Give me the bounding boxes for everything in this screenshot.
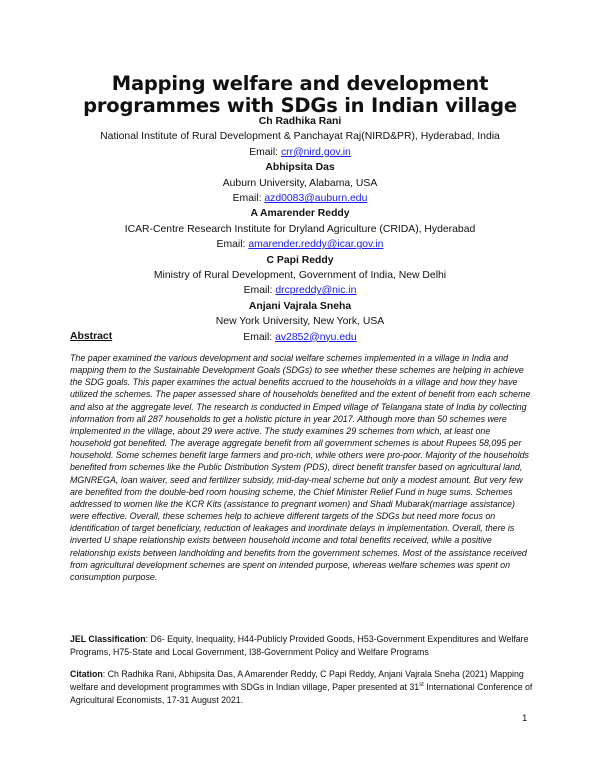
page-number: 1 (522, 713, 528, 724)
author-email-link[interactable]: amarender.reddy@icar.gov.in (248, 239, 384, 251)
author-email-link[interactable]: av2852@nyu.edu (275, 331, 357, 343)
author-email-line (60, 283, 540, 298)
author-name: Ch Radhika Rani (258, 116, 342, 127)
abstract-body: The paper examined the various development and social welfare schemes implemented in a village in India and mapping them to the Sustainable Development Goals (SDGs) to see whether these schemes are helping in achieve the SDG goals. This paper examines the actual benefits accrued to the households in a village and how they have utilized the schemes. The paper assessed share of households benefited and the extent of benefit from each scheme and also at the aggregate level. The research is conducted in Emped village of Telangana state of India by collecting information from all 287 households to get a holistic picture in year 2017. Although more than 50 schemes were implemented in the village, about 29 were active. The study examines 29 schemes from which, at least one household got benefited. The average aggregate benefit from all government schemes is about Rupees 58,095 per household. Some schemes benefit large farmers and pro-rich, while others were pro-poor. Majority of the households benefited from schemes like the Public Distribution System (PDS), direct benefit transfer based on agricultural land, MGNREGA, loan waiver, seed and fertilizer subsidy, mid-day-meal scheme but only a modest amount. But very few are benefited from the double-bed room housing scheme, the Chief Minister Relief Fund in huge sums. Schemes addressed to women like the KCR Kits (assistance to pregnant women) and Shadi Mubarak(marriage assistance) were effective. Overall, these schemes help to achieve different targets of the SDGs but need more focus on identification of target beneficiary, reduction of leakages and inordinate delays in implementation. Overall, there is inverted U shape relationship exists between household income and total benefits received, while a positive relationship exists between landholding and benefits from the government schemes. Most of the assistance received from agricultural development schemes are spent on intended purpose, whereas welfare schemes was spent on consumption purpose. (70, 353, 531, 582)
citation (70, 668, 540, 707)
jel-label: JEL Classification (70, 634, 146, 644)
author-email-line (60, 237, 540, 252)
author-1 (60, 114, 540, 160)
author-name: Abhipsita Das (265, 162, 335, 174)
author-email-link[interactable]: crr@nird.gov.in (280, 146, 351, 158)
email-label: Email: (243, 285, 273, 297)
author-email-link[interactable]: drcpreddy@nic.in (275, 285, 357, 297)
paper-title: Mapping welfare and development programmes with SDGs in Indian village (83, 72, 517, 117)
author-affiliation: National Institute of Rural Development & Panchayat Raj(NIRD&PR), Hyderabad, India (100, 131, 500, 143)
citation-ordinal-suffix: st (419, 682, 424, 689)
email-label: Email: (243, 331, 273, 343)
author-name: A Amarender Reddy (250, 208, 350, 220)
author-email-link[interactable]: azd0083@auburn.edu (264, 193, 368, 205)
author-email-line (60, 191, 540, 206)
email-label: Email: (249, 146, 279, 158)
jel-classification (70, 633, 535, 659)
author-name: C Papi Reddy (266, 254, 334, 266)
abstract-heading: Abstract (70, 331, 113, 342)
citation-text-end: International Conference of Agricultural Economists, 17-31 August 2021. (70, 682, 533, 705)
author-affiliation: Ministry of Rural Development, Government of India, New Delhi (153, 270, 447, 282)
author-4 (60, 253, 540, 299)
author-list (60, 114, 540, 345)
citation-label: Citation (70, 669, 103, 679)
email-label: Email: (232, 193, 262, 205)
citation-text: : Ch Radhika Rani, Abhipsita Das, A Amarender Reddy, C Papi Reddy, Anjani Vajrala Sneha (2021) Mapping welfare and development programmes with SDGs in Indian village, Paper presented at 31 (70, 669, 524, 692)
author-affiliation: ICAR-Centre Research Institute for Dryland Agriculture (CRIDA), Hyderabad (124, 223, 476, 235)
author-2 (60, 160, 540, 206)
author-email-line (60, 145, 540, 160)
author-5 (60, 299, 540, 345)
author-3 (60, 206, 540, 252)
jel-text: : D6- Equity, Inequality, H44-Publicly Provided Goods, H53-Government Expenditures and Welfare Programs, H75-State and Local Government, I38-Government Policy and Welfare Programs (70, 634, 529, 657)
email-label: Email: (216, 239, 246, 251)
author-affiliation: New York University, New York, USA (215, 316, 385, 328)
author-name: Anjani Vajrala Sneha (248, 300, 352, 312)
author-affiliation: Auburn University, Alabama, USA (222, 177, 378, 189)
author-email-line (60, 330, 540, 345)
